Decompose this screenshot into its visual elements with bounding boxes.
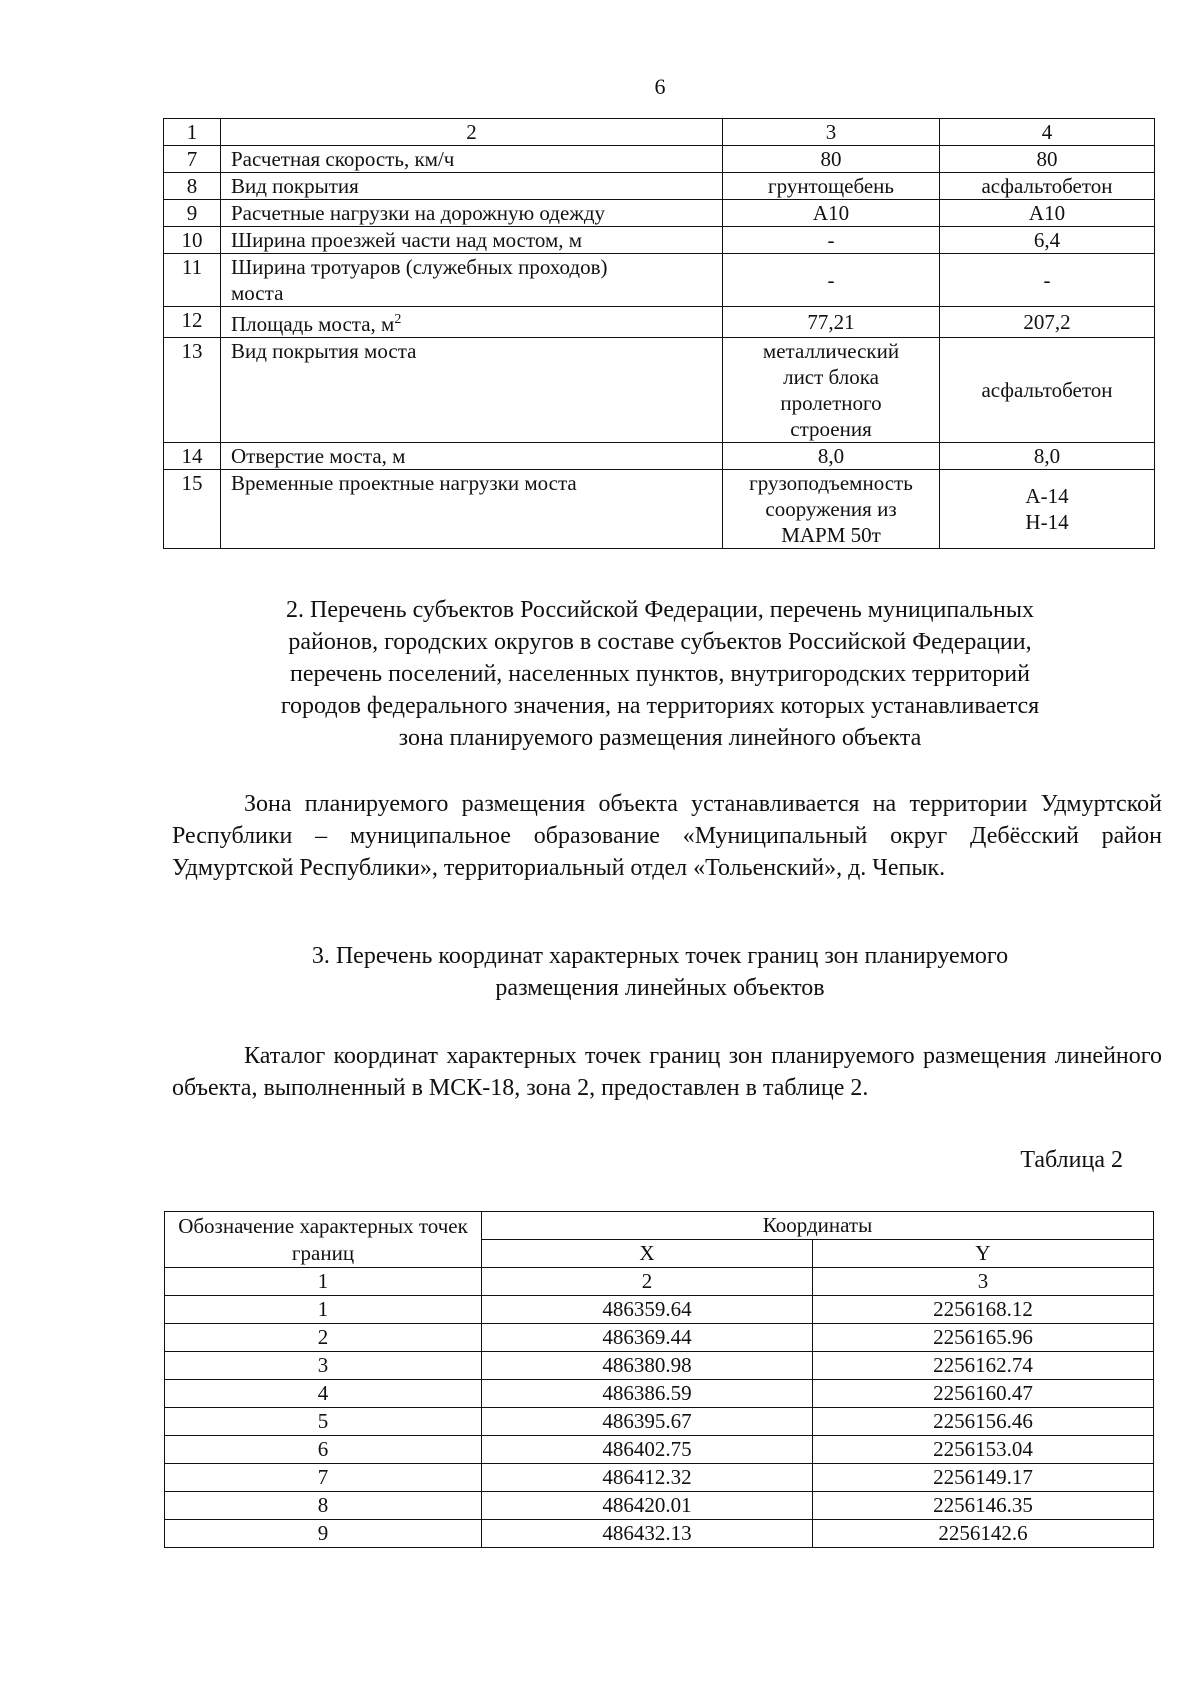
x-coordinate: 486386.59: [482, 1380, 813, 1408]
row-number: 12: [164, 307, 221, 338]
row-description: Отверстие моста, м: [221, 443, 723, 470]
row-description: Временные проектные нагрузки моста: [221, 470, 723, 549]
table-row: [164, 227, 1155, 254]
point-id: 5: [165, 1408, 482, 1436]
x-header: X: [482, 1240, 813, 1268]
points-header: Обозначение характерных точек границ: [165, 1212, 482, 1268]
table-row: [164, 173, 1155, 200]
bridge-parameters-table: [163, 118, 1155, 549]
x-coordinate: 486412.32: [482, 1464, 813, 1492]
paragraph-text: Зона планируемого размещения объекта устанавливается на территории Удмуртской Республики – муниципальное образование «Муниципальный округ Дебёсский район Удмуртской Республики», территориальный отдел «Тольенский», д. Чепык.: [172, 791, 1162, 881]
row-description: Вид покрытия моста: [221, 338, 723, 443]
point-id: 7: [165, 1464, 482, 1492]
x-coordinate: 486380.98: [482, 1352, 813, 1380]
table-row: [165, 1352, 1154, 1380]
row-value-3: 80: [723, 146, 940, 173]
value-line: сооружения из: [765, 497, 897, 521]
x-coordinate: 486395.67: [482, 1408, 813, 1436]
table-header-row: [165, 1212, 1154, 1240]
table-row: [164, 338, 1155, 443]
numbering-cell: 3: [813, 1268, 1154, 1296]
row-value-3: 77,21: [723, 307, 940, 338]
superscript: 2: [394, 312, 402, 327]
value-line: грузоподъемность: [749, 471, 913, 495]
value-line: пролетного: [780, 391, 882, 415]
y-coordinate: 2256142.6: [813, 1520, 1154, 1548]
x-coordinate: 486432.13: [482, 1520, 813, 1548]
table-numbering-row: [165, 1268, 1154, 1296]
row-description: [221, 307, 723, 338]
table-row: [164, 200, 1155, 227]
table-row: [165, 1520, 1154, 1548]
row-value-3: А10: [723, 200, 940, 227]
row-value-3: -: [723, 227, 940, 254]
row-value-4: 8,0: [940, 443, 1155, 470]
row-value-4: 6,4: [940, 227, 1155, 254]
description-line: моста: [231, 281, 284, 305]
table-header-row: [164, 119, 1155, 146]
row-number: 14: [164, 443, 221, 470]
row-value-3: 8,0: [723, 443, 940, 470]
numbering-cell: 2: [482, 1268, 813, 1296]
row-number: 11: [164, 254, 221, 307]
y-coordinate: 2256168.12: [813, 1296, 1154, 1324]
heading-line: перечень поселений, населенных пунктов, внутригородских территорий: [290, 661, 1030, 687]
row-value-4: [940, 470, 1155, 549]
row-number: 9: [164, 200, 221, 227]
row-number: 7: [164, 146, 221, 173]
value-line: Н-14: [1025, 510, 1069, 534]
description-line: Ширина тротуаров (служебных проходов): [231, 255, 608, 279]
coordinates-header: Координаты: [482, 1212, 1154, 1240]
header-cell: 4: [940, 119, 1155, 146]
table-row: [165, 1296, 1154, 1324]
y-coordinate: 2256149.17: [813, 1464, 1154, 1492]
table-row: [164, 307, 1155, 338]
header-cell: 1: [164, 119, 221, 146]
row-value-4: 80: [940, 146, 1155, 173]
row-value-4: 207,2: [940, 307, 1155, 338]
value-line: строения: [790, 417, 872, 441]
table-row: [165, 1408, 1154, 1436]
row-value-4: асфальтобетон: [940, 173, 1155, 200]
value-line: лист блока: [783, 365, 879, 389]
x-coordinate: 486359.64: [482, 1296, 813, 1324]
x-coordinate: 486402.75: [482, 1436, 813, 1464]
point-id: 6: [165, 1436, 482, 1464]
point-id: 3: [165, 1352, 482, 1380]
header-cell: 2: [221, 119, 723, 146]
row-number: 15: [164, 470, 221, 549]
y-coordinate: 2256153.04: [813, 1436, 1154, 1464]
row-description: Вид покрытия: [221, 173, 723, 200]
row-number: 13: [164, 338, 221, 443]
row-value-4: А10: [940, 200, 1155, 227]
row-number: 10: [164, 227, 221, 254]
section-3-paragraph: [172, 1040, 1162, 1104]
y-coordinate: 2256146.35: [813, 1492, 1154, 1520]
row-number: 8: [164, 173, 221, 200]
y-coordinate: 2256160.47: [813, 1380, 1154, 1408]
numbering-cell: 1: [165, 1268, 482, 1296]
y-coordinate: 2256165.96: [813, 1324, 1154, 1352]
table-row: [164, 443, 1155, 470]
table-row: [164, 470, 1155, 549]
row-value-4: -: [940, 254, 1155, 307]
point-id: 1: [165, 1296, 482, 1324]
section-3-heading: [165, 940, 1155, 1004]
table-row: [165, 1324, 1154, 1352]
x-coordinate: 486420.01: [482, 1492, 813, 1520]
y-header: Y: [813, 1240, 1154, 1268]
point-id: 2: [165, 1324, 482, 1352]
row-value-4: асфальтобетон: [940, 338, 1155, 443]
row-description: Ширина проезжей части над мостом, м: [221, 227, 723, 254]
row-description: [221, 254, 723, 307]
page-number: 6: [654, 74, 666, 99]
value-line: МАРМ 50т: [781, 523, 881, 547]
section-2-heading: [165, 594, 1155, 754]
y-coordinate: 2256156.46: [813, 1408, 1154, 1436]
table-row: [164, 146, 1155, 173]
section-2-paragraph: [172, 788, 1162, 884]
table-2-caption: Таблица 2: [1020, 1147, 1123, 1173]
heading-line: зона планируемого размещения линейного объекта: [398, 725, 922, 751]
point-id: 8: [165, 1492, 482, 1520]
row-value-3: грунтощебень: [723, 173, 940, 200]
heading-line: 3. Перечень координат характерных точек границ зон планируемого: [311, 943, 1009, 969]
heading-line: размещения линейных объектов: [495, 975, 825, 1001]
heading-line: районов, городских округов в составе субъектов Российской Федерации,: [288, 629, 1032, 655]
point-id: 9: [165, 1520, 482, 1548]
row-description: Расчетные нагрузки на дорожную одежду: [221, 200, 723, 227]
table-row: [165, 1436, 1154, 1464]
point-id: 4: [165, 1380, 482, 1408]
x-coordinate: 486369.44: [482, 1324, 813, 1352]
row-value-3: [723, 338, 940, 443]
table-row: [165, 1492, 1154, 1520]
table-row: [165, 1464, 1154, 1492]
table-row: [165, 1380, 1154, 1408]
paragraph-text: Каталог координат характерных точек границ зон планируемого размещения линейного объекта, выполненный в МСК-18, зона 2, предоставлен в таблице 2.: [172, 1043, 1162, 1101]
heading-line: 2. Перечень субъектов Российской Федерации, перечень муниципальных: [286, 597, 1034, 623]
table-row: [164, 254, 1155, 307]
row-value-3: [723, 470, 940, 549]
row-description: Расчетная скорость, км/ч: [221, 146, 723, 173]
value-line: металлический: [762, 339, 900, 363]
coordinates-table: [164, 1211, 1154, 1548]
value-line: А-14: [1025, 484, 1069, 508]
heading-line: городов федерального значения, на территориях которых устанавливается: [280, 693, 1040, 719]
y-coordinate: 2256162.74: [813, 1352, 1154, 1380]
row-value-3: -: [723, 254, 940, 307]
header-cell: 3: [723, 119, 940, 146]
description-text: Площадь моста, м: [231, 312, 395, 336]
